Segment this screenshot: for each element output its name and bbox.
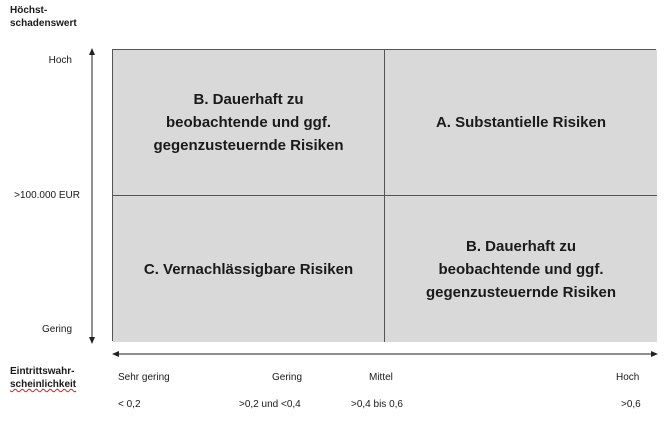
x-axis-title-line1: Eintrittswahr- bbox=[10, 366, 75, 377]
y-axis-title bbox=[10, 4, 100, 30]
x-category-range: >0,2 und <0,4 bbox=[239, 399, 301, 410]
quadrant-top-left: B. Dauerhaft zu beobachtende und ggf. gegenzusteuernde Risiken bbox=[113, 50, 385, 196]
x-axis-arrow bbox=[112, 348, 658, 360]
x-category-range: >0,6 bbox=[621, 399, 641, 410]
x-category-label: Sehr gering bbox=[118, 372, 170, 383]
x-category-label: Gering bbox=[272, 372, 303, 383]
quadrant-bottom-left: C. Vernachlässigbare Risiken bbox=[113, 196, 385, 342]
x-axis-title bbox=[10, 365, 100, 391]
x-axis-title-line2: scheinlichkeit bbox=[10, 379, 77, 390]
risk-matrix bbox=[112, 49, 656, 341]
y-tick-mid: >100.000 EUR bbox=[14, 190, 80, 201]
x-category-range: >0,4 bis 0,6 bbox=[351, 399, 403, 410]
x-category-label: Hoch bbox=[616, 372, 640, 383]
y-axis-title-line1: Höchst- bbox=[10, 5, 48, 16]
quadrant-top-right: A. Substantielle Risiken bbox=[385, 50, 657, 196]
y-tick-high: Hoch bbox=[48, 55, 72, 66]
quadrant-bottom-right: B. Dauerhaft zu beobachtende und ggf. gegenzusteuernde Risiken bbox=[385, 196, 657, 342]
y-axis-title-line2: schadenswert bbox=[10, 18, 77, 29]
x-category-range: < 0,2 bbox=[118, 399, 141, 410]
y-axis-arrow bbox=[86, 48, 98, 344]
y-tick-low: Gering bbox=[41, 324, 72, 335]
x-category-label: Mittel bbox=[369, 372, 393, 383]
